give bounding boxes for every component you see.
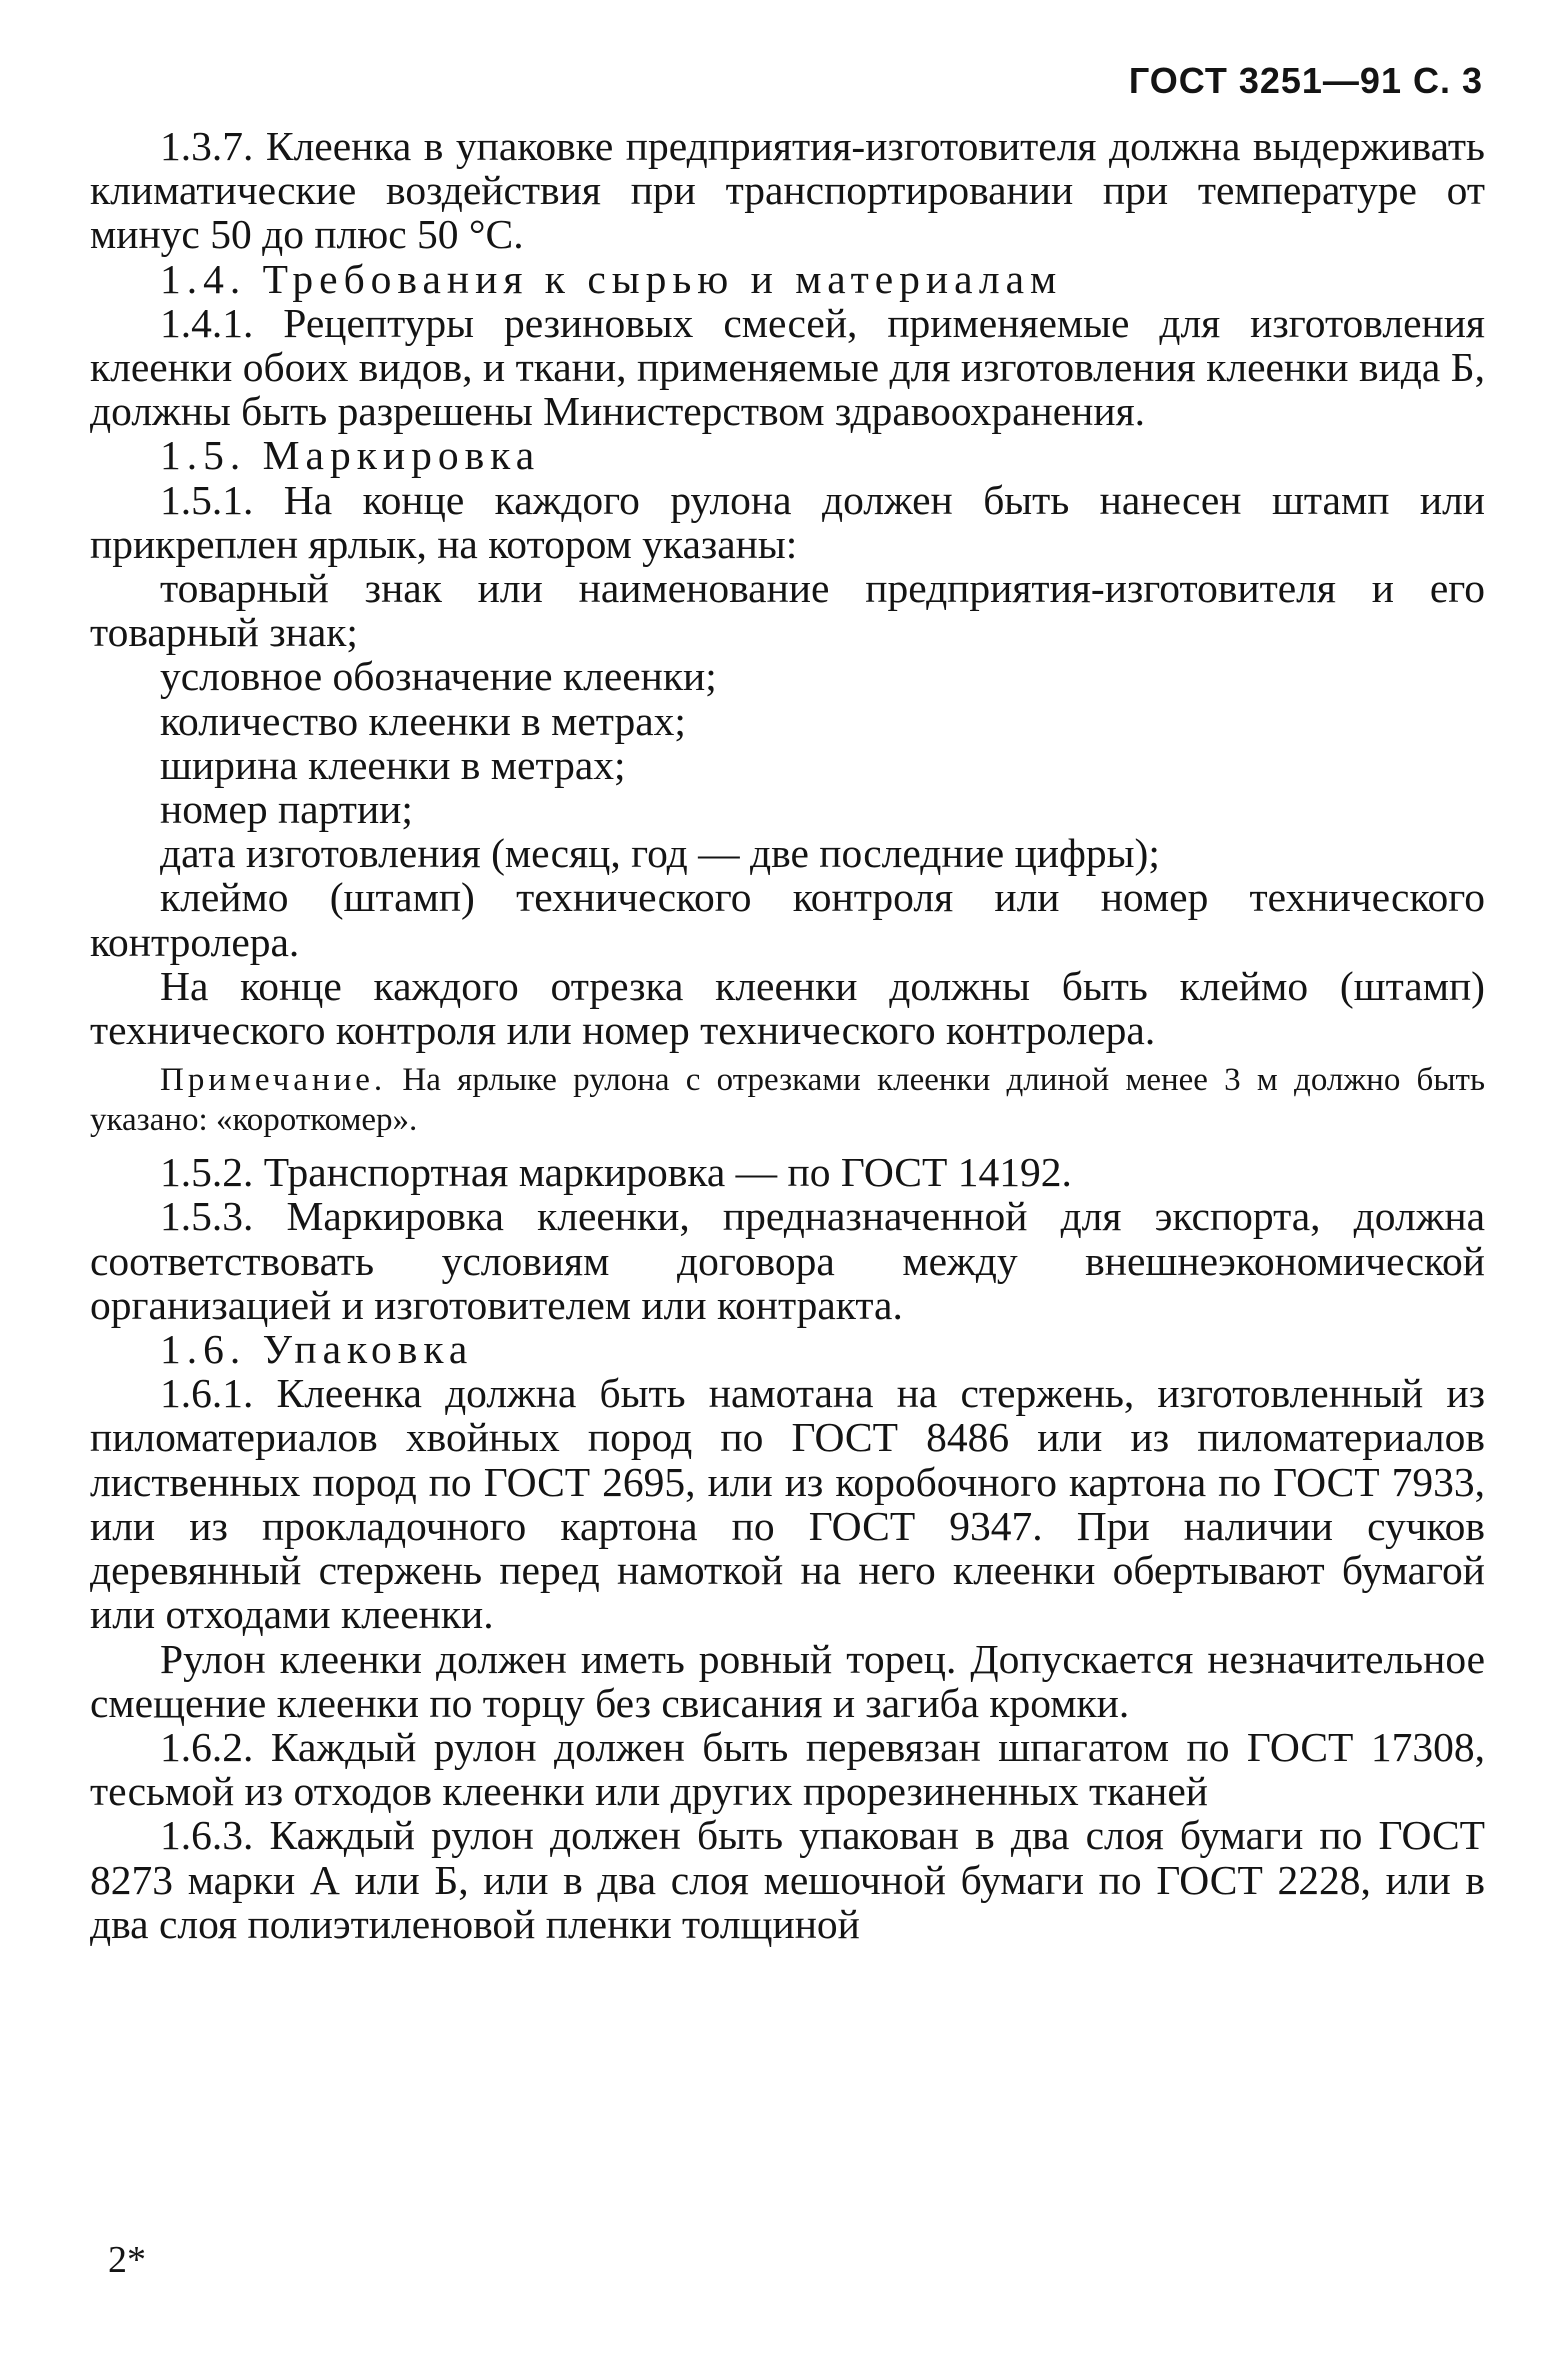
section-heading-1-5: 1.5. Маркировка: [160, 432, 541, 479]
paragraph-segment-marking: На конце каждого отрезка клеенки должны быть клеймо (штамп) технического контроля или номер технического контролера.: [90, 962, 1485, 1054]
list-item: номер партии;: [160, 786, 413, 833]
paragraph-1-5-2: 1.5.2. Транспортная маркировка — по ГОСТ 14192.: [160, 1149, 1072, 1196]
list-item: количество клеенки в метрах;: [160, 697, 686, 744]
paragraph-1-4-1: 1.4.1. Рецептуры резиновых смесей, применяемые для изготовления клеенки обоих видов, и ткани, применяемые для изготовления клеенки вида Б, должны быть разрешены Министерством здравоохранения.: [90, 299, 1485, 435]
paragraph-roll-edge: Рулон клеенки должен иметь ровный торец. Допускается незначительное смещение клеенки по торцу без свисания и загиба кромки.: [90, 1635, 1485, 1726]
paragraph-1-5-1: 1.5.1. На конце каждого рулона должен быть нанесен штамп или прикреплен ярлык, на котором указаны:: [90, 476, 1485, 567]
paragraph-1-5-3: 1.5.3. Маркировка клеенки, предназначенной для экспорта, должна соответствовать условиям договора между внешнеэкономической организацией и изготовителем или контракта.: [90, 1193, 1485, 1328]
list-item: дата изготовления (месяц, год — две последние цифры);: [160, 830, 1160, 877]
note-label: Примечание.: [160, 1062, 387, 1099]
marking-list: [90, 566, 1485, 964]
document-page: [90, 60, 1485, 1946]
paragraph-1-6-2: 1.6.2. Каждый рулон должен быть перевязан шпагатом по ГОСТ 17308, тесьмой из отходов клеенки или других прорезиненных тканей: [90, 1723, 1485, 1815]
list-item: условное обозначение клеенки;: [160, 653, 717, 700]
paragraph-1-6-1: 1.6.1. Клеенка должна быть намотана на стержень, изготовленный из пиломатериалов хвойных пород по ГОСТ 8486 или из пиломатериалов лиственных пород по ГОСТ 2695, или из коробочного картона по ГОСТ 7933, или из прокладочного картона по ГОСТ 9347. При наличии сучков деревянный стержень перед намоткой на него клеенки обертывают бумагой или отходами клеенки.: [90, 1370, 1485, 1638]
list-item: товарный знак или наименование предприятия-изготовителя и его товарный знак;: [90, 565, 1485, 656]
note: [90, 1060, 1485, 1140]
note-text: На ярлыке рулона с отрезками клеенки длиной менее 3 м должно быть указано: «короткомер».: [90, 1062, 1485, 1139]
section-heading-1-6: 1.6. Упаковка: [160, 1326, 474, 1373]
paragraph-1-3-7: 1.3.7. Клеенка в упаковке предприятия-изготовителя должна выдерживать климатические воздействия при транспортировании при температуре от минус 50 до плюс 50 °С.: [90, 123, 1485, 258]
paragraph-1-6-3: 1.6.3. Каждый рулон должен быть упакован в два слоя бумаги по ГОСТ 8273 марки А или Б, или в два слоя мешочной бумаги по ГОСТ 2228, или в два слоя полиэтиленовой пленки толщиной: [90, 1812, 1485, 1947]
page-header: ГОСТ 3251—91 С. 3: [1128, 60, 1483, 101]
list-item: ширина клеенки в метрах;: [160, 741, 626, 788]
section-heading-1-4: 1.4. Требования к сырью и материалам: [160, 255, 1063, 302]
page-footer-mark: 2*: [108, 2239, 146, 2281]
list-item: клеймо (штамп) технического контроля или номер технического контролера.: [90, 874, 1485, 965]
